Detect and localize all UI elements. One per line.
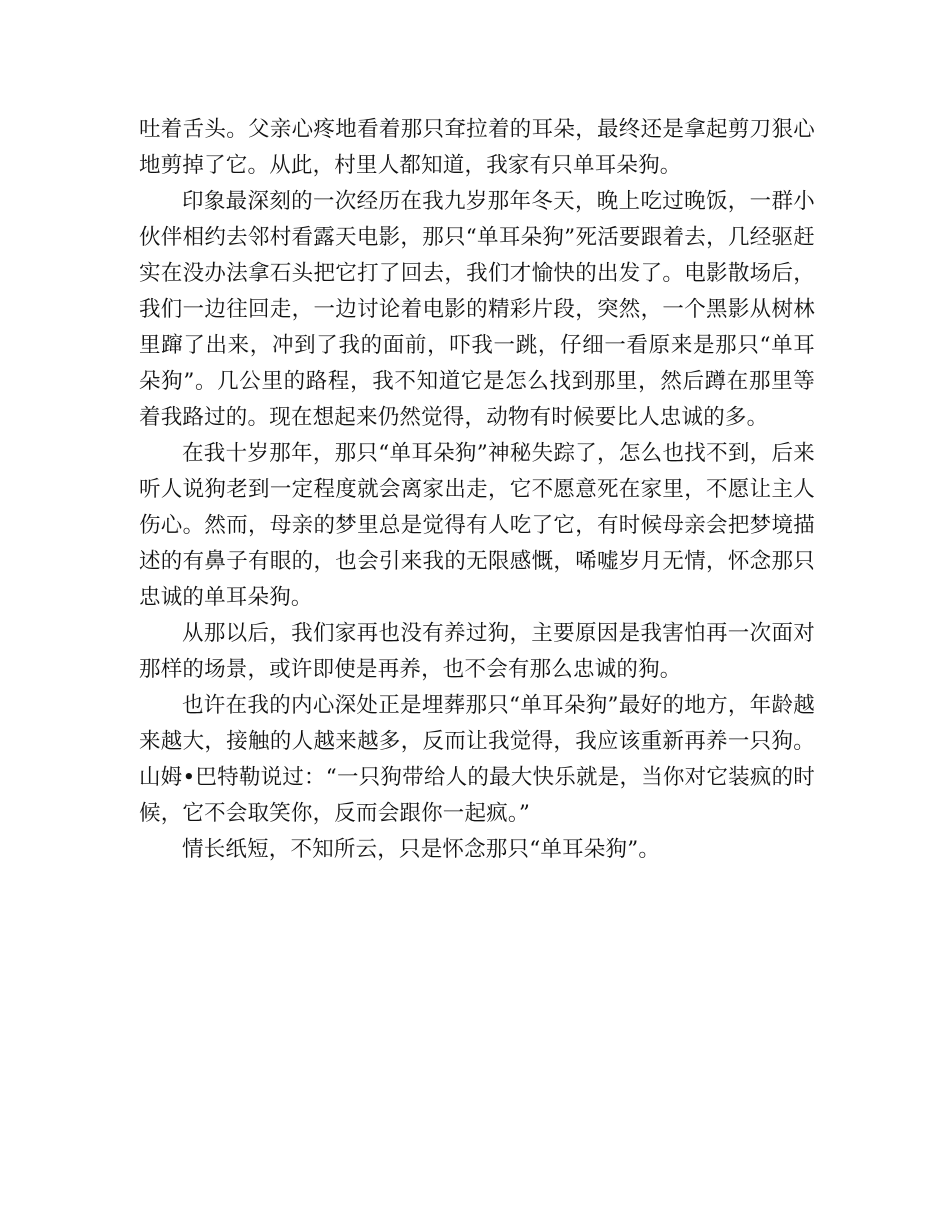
paragraph-no-more-dogs: 从那以后，我们家再也没有养过狗，主要原因是我害怕再一次面对那样的场景，或许即使是再养，也不会有那么忠诚的狗。 [139,621,815,682]
article-body [139,112,815,868]
paragraph-continuation: 吐着舌头。父亲心疼地看着那只耷拉着的耳朵，最终还是拿起剪刀狠心地剪掉了它。从此，村里人都知道，我家有只单耳朵狗。 [139,117,815,178]
paragraph-movie-night: 印象最深刻的一次经历在我九岁那年冬天，晚上吃过晚饭，一群小伙伴相约去邻村看露天电影，那只“单耳朵狗”死活要跟着去，几经驱赶实在没办法拿石头把它打了回去，我们才愉快的出发了。电影散场后，我们一边往回走，一边讨论着电影的精彩片段，突然，一个黑影从树林里蹿了出来，冲到了我的面前，吓我一跳，仔细一看原来是那只“单耳朵狗”。几公里的路程，我不知道它是怎么找到那里，然后蹲在那里等着我路过的。现在想起来仍然觉得，动物有时候要比人忠诚的多。 [139,189,815,430]
paragraph-disappearance: 在我十岁那年，那只“单耳朵狗”神秘失踪了，怎么也找不到，后来听人说狗老到一定程度就会离家出走，它不愿意死在家里，不愿让主人伤心。然而，母亲的梦里总是觉得有人吃了它，有时候母亲会把梦境描述的有鼻子有眼的，也会引来我的无限感慨，唏嘘岁月无情，怀念那只忠诚的单耳朵狗。 [139,441,815,610]
paragraph-closing: 情长纸短，不知所云，只是怀念那只“单耳朵狗”。 [182,837,661,862]
paragraph-reflection: 也许在我的内心深处正是埋葬那只“单耳朵狗”最好的地方，年龄越来越大，接触的人越来越多，反而让我觉得，我应该重新再养一只狗。山姆•巴特勒说过：“一只狗带给人的最大快乐就是，当你对它装疯的时候，它不会取笑你，反而会跟你一起疯。” [139,693,815,826]
